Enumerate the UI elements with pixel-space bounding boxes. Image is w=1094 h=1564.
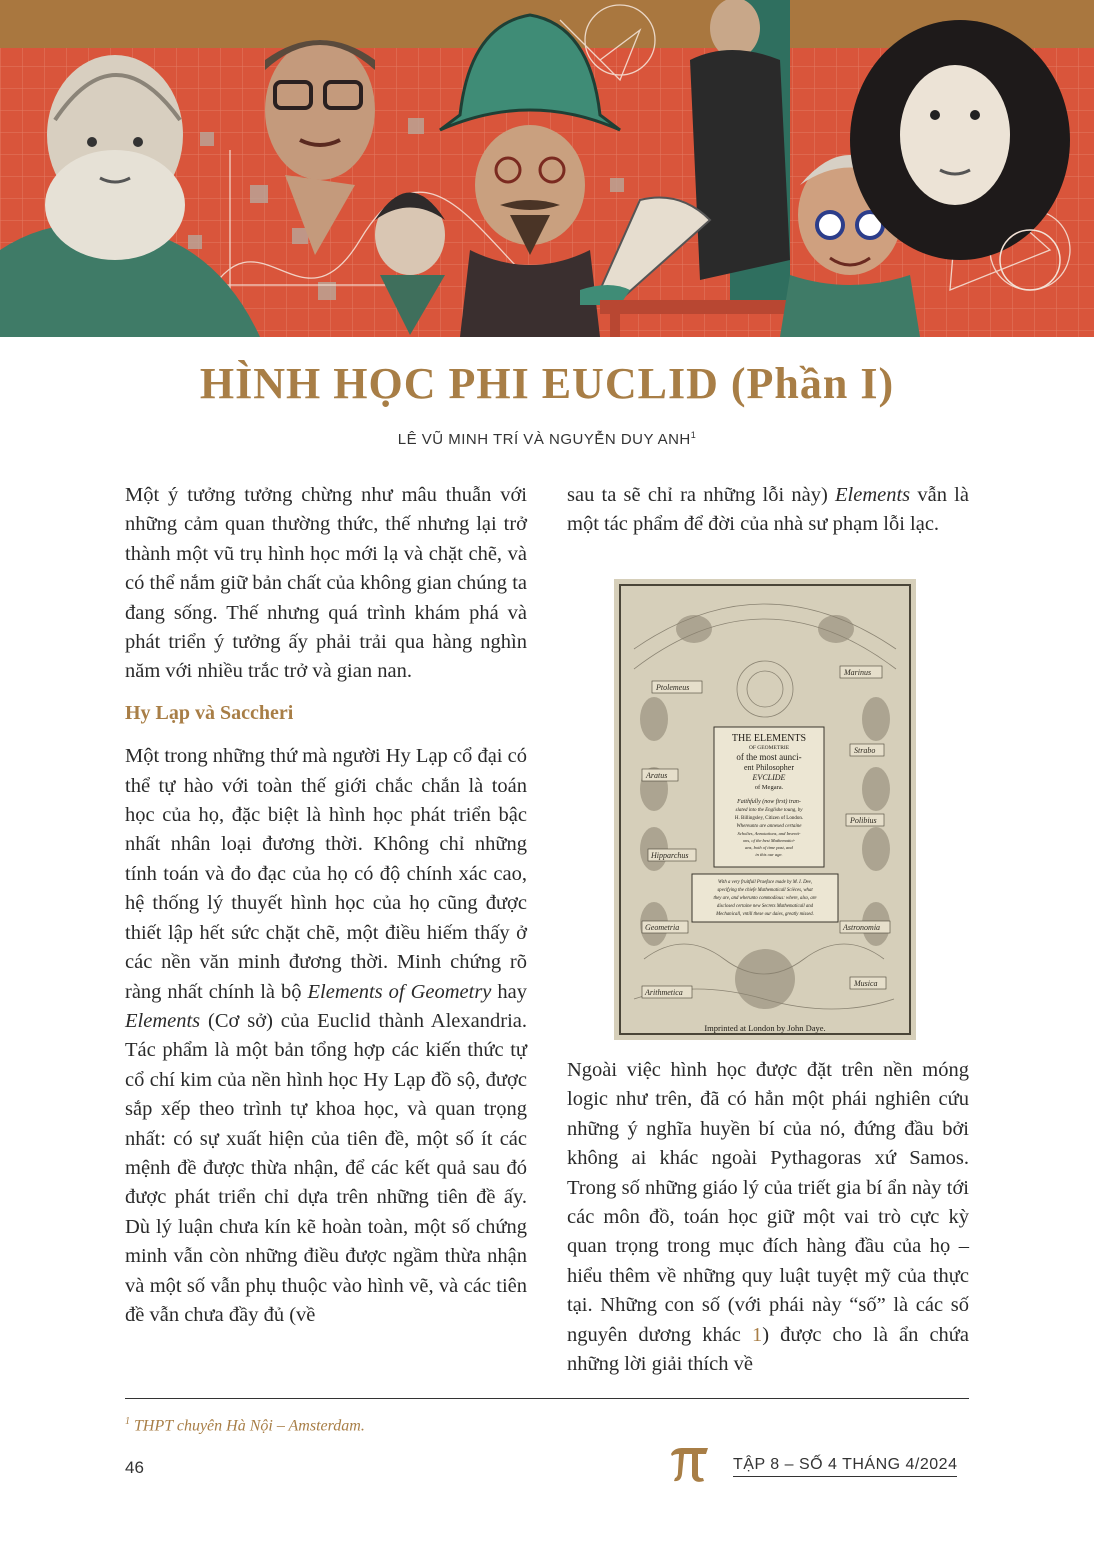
label-astronomia: Astronomia bbox=[843, 923, 881, 932]
label-hipparchus: Hipparchus bbox=[651, 851, 689, 860]
pi-logo-icon bbox=[668, 1444, 710, 1484]
preface-line: Mechanicall, vntill these our daies, greatly missed. bbox=[716, 912, 814, 917]
figure-line: Whereunto are annexed certaine bbox=[736, 824, 802, 829]
figure-line: ans, both of time past, and bbox=[745, 845, 793, 850]
imprint-line: Imprinted at London by John Daye. bbox=[704, 1023, 826, 1033]
figure-line: slated into the Englishe toung, by bbox=[735, 808, 803, 813]
figure-line: EVCLIDE bbox=[752, 773, 786, 782]
footnote-divider bbox=[125, 1398, 969, 1399]
pythagoras-text-a: Ngoài việc hình học được đặt trên nền móng logic như trên, đã có hẳn một phái nghiên cứu những ý nghĩa huyền bí của nó, đứng đầu bởi không ai khác ngoài Pythagoras xứ Samos. Trong số những giáo lý của triết gia bí ẩn này tới các môn đồ, toán học giữ một vai trò cực kỳ quan trọng trong mục đích hàng đầu của họ – hiểu thêm về những quy luật tuyệt mỹ của thực tại. Những con số (với phái này “số” là các số nguyên dương khác bbox=[567, 1059, 969, 1346]
section-heading: Hy Lạp và Saccheri bbox=[125, 701, 294, 724]
figure-line: THE ELEMENTS bbox=[731, 733, 807, 744]
pythagoras-paragraph bbox=[567, 1056, 969, 1379]
label-strabo: Strabo bbox=[854, 746, 876, 755]
elements-of-geometry-title: Elements of Geometry bbox=[307, 980, 492, 1003]
label-polibius: Polibius bbox=[850, 816, 877, 825]
label-ptolemeus: Ptolemeus bbox=[656, 683, 690, 692]
figure-line: in this our age. bbox=[755, 852, 783, 857]
figure-line: of the most aunci- bbox=[736, 752, 802, 762]
footnote bbox=[125, 1416, 365, 1435]
label-arithmetica: Arithmetica bbox=[645, 988, 683, 997]
footnote-text: THPT chuyên Hà Nội – Amsterdam. bbox=[134, 1417, 365, 1435]
label-aratus: Aratus bbox=[646, 771, 668, 780]
right-column-top bbox=[567, 481, 969, 552]
number-one: 1 bbox=[751, 1323, 763, 1346]
figure-line: ons, of the best Mathematici- bbox=[742, 838, 796, 843]
label-musica: Musica bbox=[854, 979, 878, 988]
page-number: 46 bbox=[125, 1458, 144, 1477]
label-marinus: Marinus bbox=[844, 668, 872, 677]
elements-title: Elements bbox=[125, 1009, 201, 1032]
elements-paragraph bbox=[567, 481, 969, 540]
figure-line: Faithfully (now first) tran- bbox=[737, 799, 801, 805]
preface-line: disclosed certaine new Secrets Mathematicall and bbox=[716, 904, 814, 909]
greek-text-c: (Cơ sở) của Euclid thành Alexandria. Tác phẩm là một bản tổng hợp các kiến thức tự cổ chí kim của nền hình học Hy Lạp đồ sộ, được sắp xếp theo trình tự khoa học, và quan trọng nhất: có sự xuất hiện của tiên đề, một số ít các mệnh đề được thừa nhận, để các kết quả sau đó được phát triển chỉ dựa trên những tiên đề ấy. Dù lý luận chưa kín kẽ hoàn toàn, một số chứng minh vẫn còn những điều được ngầm thừa nhận và một số vẫn phụ thuộc vào hình vẽ, và các tiên đề vẫn chưa đầy đủ (về bbox=[125, 1009, 527, 1326]
figure-line: Scholies, Annotations, and Inventi- bbox=[737, 831, 801, 836]
figure-line: ent Philosopher bbox=[744, 763, 794, 772]
authors-text: LÊ VŨ MINH TRÍ VÀ NGUYỄN DUY ANH bbox=[397, 431, 691, 448]
preface-line: specifying the chiefe Mathematicall Scièces, what bbox=[717, 888, 813, 893]
figure-line: OF GEOMETRIE bbox=[748, 745, 790, 751]
right-column-bottom bbox=[567, 1056, 969, 1391]
footnote-mark: 1 bbox=[125, 1416, 130, 1427]
elements-text-a: sau ta sẽ chỉ ra những lỗi này) bbox=[567, 484, 836, 506]
issue-info: TẬP 8 – SỐ 4 THÁNG 4/2024 bbox=[733, 1456, 957, 1477]
preface-line: they are, and wherunto commodious: where, also, are bbox=[713, 896, 817, 901]
figure-line: H. Billingsley, Citizen of London. bbox=[734, 816, 804, 821]
article-authors bbox=[0, 430, 1094, 448]
greek-paragraph bbox=[125, 742, 527, 1330]
pythagoras-text-b: ) được cho là ẩn chứa những lời giải thích về bbox=[567, 1323, 969, 1376]
label-geometria: Geometria bbox=[645, 923, 680, 932]
header-illustration bbox=[0, 0, 1094, 337]
article-title: HÌNH HỌC PHI EUCLID (Phần I) bbox=[199, 359, 895, 408]
elements-frontispiece-figure bbox=[614, 579, 916, 1040]
elements-title-2: Elements bbox=[835, 484, 911, 506]
greek-text-a: Một trong những thứ mà người Hy Lạp cổ đại có thể tự hào với toàn thế giới chắc chắn là toán học của họ, đặc biệt là hình học phát triển bậc nhất nhân loại đương thời. Không chỉ những tính toán và đo đạc của họ có độ chính xác cao, hệ thống lý thuyết hình học của họ cũng được thiết lập hết sức chặt chẽ, một điều hiếm thấy ở các nền văn minh đương thời. Minh chứng rõ ràng nhất chính là bộ bbox=[125, 745, 527, 1003]
elements-text-b: vẫn là một tác phẩm để đời của nhà sư phạm lỗi lạc. bbox=[567, 484, 969, 536]
preface-line: With a very fruitfull Praeface made by M. I. Dee, bbox=[717, 880, 813, 885]
greek-text-b: hay bbox=[491, 980, 528, 1003]
authors-footnote-mark: 1 bbox=[690, 430, 697, 440]
left-column bbox=[125, 481, 527, 1342]
figure-line: of Megara. bbox=[754, 784, 784, 791]
intro-paragraph: Một ý tưởng tưởng chừng như mâu thuẫn với những cảm quan thường thức, thế nhưng lại trở thành một vũ trụ hình học mới lạ và chặt chẽ, và có thể nắm giữ bản chất của không gian chúng ta đang sống. Thế nhưng quá trình khám phá và phát triển ý tưởng ấy phải trải qua hàng nghìn năm với nhiều trắc trở và gian nan. bbox=[125, 484, 527, 683]
